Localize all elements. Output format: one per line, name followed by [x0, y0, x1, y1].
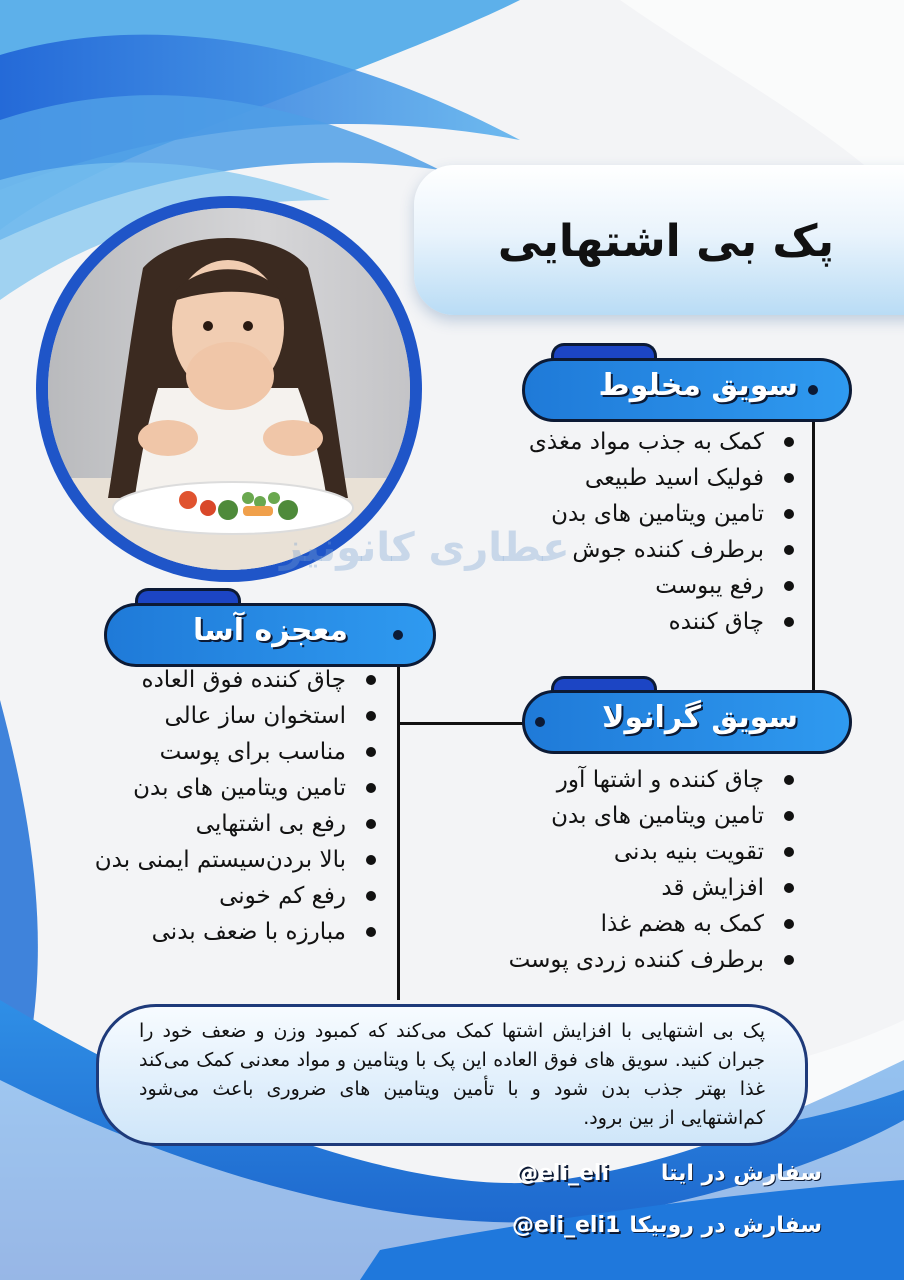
list-item: رفع بی اشتهایی: [80, 806, 380, 842]
list-item: استخوان ساز عالی: [80, 698, 380, 734]
contact-eitaa-handle[interactable]: @eli_eli: [516, 1161, 610, 1186]
list-item: برطرف کننده جوش: [529, 532, 798, 568]
connector-vertical-right: [812, 392, 815, 692]
contact-eitaa-label: سفارش در ایتا: [660, 1161, 822, 1186]
child-photo: [48, 208, 410, 570]
contact-rubika-handle[interactable]: @eli_eli1: [512, 1213, 621, 1238]
list-item: برطرف کننده زردی پوست: [509, 942, 798, 978]
child-refusing-food-icon: [48, 208, 410, 570]
summary-box: [96, 1004, 808, 1146]
granola-list: [509, 762, 798, 978]
list-item: تامین ویتامین های بدن: [80, 770, 380, 806]
list-item: فولیک اسید طبیعی: [529, 460, 798, 496]
asa-list: [80, 662, 380, 950]
list-item: بالا بردن‌سیستم ایمنی بدن: [80, 842, 380, 878]
contact-rubika-label: سفارش در روبیکا: [629, 1213, 822, 1238]
page-title: پک بی اشتهایی: [497, 216, 834, 267]
list-item: مناسب برای پوست: [80, 734, 380, 770]
makhlout-title: سویق مخلوط: [598, 368, 798, 403]
makhlout-dot: [808, 385, 818, 395]
list-item: تامین ویتامین های بدن: [509, 798, 798, 834]
connector-horizontal: [397, 722, 523, 725]
asa-title: معجزه آسا: [193, 613, 348, 648]
list-item: تامین ویتامین های بدن: [529, 496, 798, 532]
granola-dot: [535, 717, 545, 727]
list-item: کمک به هضم غذا: [509, 906, 798, 942]
list-item: رفع یبوست: [529, 568, 798, 604]
list-item: افزایش قد: [509, 870, 798, 906]
list-item: کمک به جذب مواد مغذی: [529, 424, 798, 460]
list-item: تقویت بنیه بدنی: [509, 834, 798, 870]
granola-title: سویق گرانولا: [602, 700, 798, 735]
list-item: چاق کننده و اشتها آور: [509, 762, 798, 798]
asa-dot: [393, 630, 403, 640]
list-item: چاق کننده فوق العاده: [80, 662, 380, 698]
connector-vertical-left: [397, 640, 400, 1000]
list-item: چاق کننده: [529, 604, 798, 640]
makhlout-list: [529, 424, 798, 640]
summary-text: پک بی اشتهایی با افزایش اشتها کمک می‌کند که کمبود وزن و ضعف خود را جبران کنید. سویق های فوق العاده این پک با ویتامین و مواد معدنی کمک می‌کند غذا بهتر جذب بدن شود و با تأمین ویتامین های ضروری باعث می‌شود کم‌اشتهایی از بین برود.: [139, 1020, 765, 1129]
watermark: عطاری کانونیز: [280, 525, 570, 571]
list-item: مبارزه با ضعف بدنی: [80, 914, 380, 950]
list-item: رفع کم خونی: [80, 878, 380, 914]
